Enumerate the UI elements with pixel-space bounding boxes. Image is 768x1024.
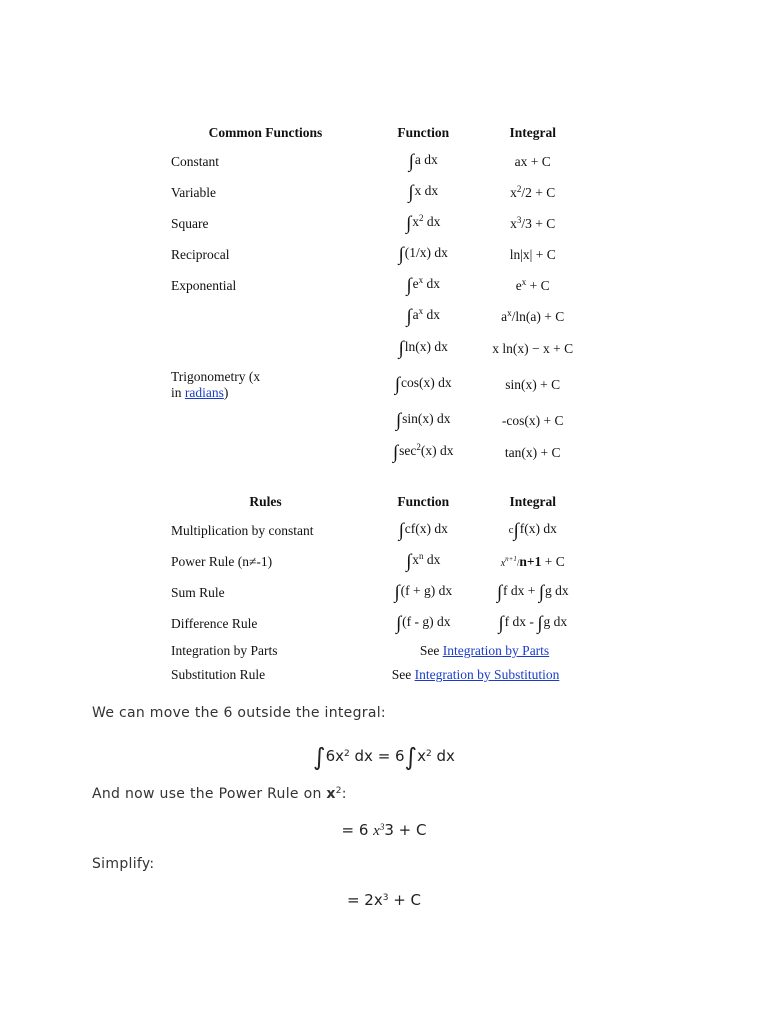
integral-icon: ∫ (408, 181, 414, 203)
row-function: ∫(1/x) dx (398, 243, 448, 265)
equation-3: = $2x^3 + C$ (346, 891, 422, 909)
equation-1: $\int 6x^2$ dx = $6\int x^2$ dx (313, 743, 455, 771)
row-see: See Integration by Substitution (391, 667, 560, 682)
row-integral: x ln(x) − x + C (492, 341, 574, 356)
integral-icon: ∫ (406, 306, 412, 327)
row-name (165, 333, 366, 365)
integral-icon: ∫ (398, 338, 404, 359)
row-function: $\int a^x$ dx (406, 306, 441, 327)
paragraph-move-constant: We can move the 6 outside the integral: (92, 705, 386, 721)
table-row (165, 515, 585, 546)
integral-icon: ∫ (394, 581, 400, 603)
table-row (165, 301, 585, 333)
row-function: ∫cf(x) dx (398, 519, 448, 541)
integral-icon: ∫ (313, 743, 326, 771)
rules-table (165, 489, 585, 687)
integral-icon: ∫ (404, 743, 418, 771)
table-row (165, 365, 585, 405)
integral-icon: ∫ (408, 150, 414, 172)
row-name (165, 405, 366, 437)
integral-icon: ∫ (496, 581, 503, 603)
integral-icon: ∫ (406, 212, 412, 234)
integral-icon: ∫ (498, 612, 504, 634)
row-integral: $a^x/\ln(a) + C$ (501, 308, 565, 324)
row-integral: ax + C (514, 153, 551, 169)
row-function: $\int e^x$ dx (406, 274, 441, 296)
table-row (165, 437, 585, 468)
header-integral: Integral (509, 125, 556, 140)
row-function: ∫cos(x) dx (394, 374, 452, 395)
row-function: ∫(f + g) dx (394, 581, 453, 603)
row-function: $\int x^2$ dx (406, 212, 441, 234)
table-row (165, 546, 585, 577)
table-row (165, 639, 585, 663)
row-integral: $x^{n+1}/n+1 + C$ (500, 553, 565, 569)
header-rules: Rules (249, 494, 282, 509)
header-function: Function (397, 494, 450, 509)
integral-icon: ∫ (392, 441, 399, 463)
row-name: Difference Rule (171, 615, 258, 631)
table-row (165, 270, 585, 301)
integral-icon: ∫ (513, 519, 519, 541)
table-row (165, 177, 585, 208)
integral-icon: ∫ (538, 581, 544, 603)
row-function: ∫x dx (408, 181, 439, 203)
row-name (165, 437, 366, 468)
row-name: Trigonometry (x in radians) (171, 369, 261, 400)
row-integral: tan(x) + C (504, 444, 561, 460)
row-function: $\int\sec^2(x)$ dx (392, 441, 454, 463)
integration-by-substitution-link[interactable]: Integration by Substitution (414, 667, 560, 682)
table-row (165, 663, 585, 687)
row-function: ∫ln(x) dx (398, 338, 448, 359)
integral-icon: ∫ (406, 274, 412, 296)
row-integral: $x^3/3 + C$ (510, 214, 556, 231)
table-row (165, 146, 585, 177)
equation-2: = 6 $x^33 + C$ (341, 821, 427, 839)
integral-icon: ∫ (537, 612, 543, 634)
row-name: Variable (171, 184, 216, 200)
row-name (165, 301, 366, 333)
table-row (165, 208, 585, 239)
row-name: Exponential (171, 277, 237, 293)
row-function: ∫(f - g) dx (395, 612, 451, 634)
radians-link[interactable]: radians (184, 385, 224, 400)
row-name: Substitution Rule (171, 667, 266, 682)
integral-icon: ∫ (394, 374, 401, 395)
header-common-functions: Common Functions (208, 125, 323, 140)
common-functions-table (165, 120, 585, 468)
row-name: Constant (171, 153, 220, 169)
table-row (165, 333, 585, 365)
integral-icon: ∫ (398, 519, 404, 541)
row-see: See Integration by Parts (419, 643, 550, 658)
integral-icon: ∫ (406, 550, 412, 572)
table-row (165, 577, 585, 608)
table-row (165, 239, 585, 270)
paragraph-simplify: Simplify: (92, 856, 155, 872)
row-integral: -cos(x) + C (501, 413, 564, 428)
row-integral: ln|x| + C (509, 246, 556, 262)
integral-icon: ∫ (395, 410, 402, 431)
paragraph-power-rule: And now use the Power Rule on $x^2$: (92, 786, 347, 802)
integral-icon: ∫ (398, 243, 404, 265)
row-name: Sum Rule (171, 584, 225, 600)
integration-by-parts-link[interactable]: Integration by Parts (442, 643, 550, 658)
header-function: Function (397, 125, 450, 140)
row-name: Reciprocal (171, 246, 230, 262)
table-row (165, 608, 585, 639)
row-integral: ∫f dx - ∫g dx (498, 612, 568, 634)
table-row (165, 405, 585, 437)
header-integral: Integral (509, 494, 556, 509)
row-integral: $e^x + C$ (515, 276, 550, 293)
row-name: Square (171, 215, 209, 231)
row-name: Integration by Parts (171, 643, 278, 658)
row-name: Power Rule (n≠-1) (171, 553, 273, 569)
integral-icon: ∫ (395, 612, 402, 634)
row-name: Multiplication by constant (171, 522, 314, 538)
row-function: ∫sin(x) dx (395, 410, 451, 431)
row-integral: c∫f(x) dx (508, 519, 557, 541)
row-function: ∫a dx (408, 150, 438, 172)
row-integral: ∫f dx + ∫g dx (496, 581, 569, 603)
row-integral: sin(x) + C (505, 377, 561, 392)
row-integral: $x^2/2 + C$ (510, 183, 556, 200)
row-function: $\int x^n$ dx (406, 550, 441, 572)
